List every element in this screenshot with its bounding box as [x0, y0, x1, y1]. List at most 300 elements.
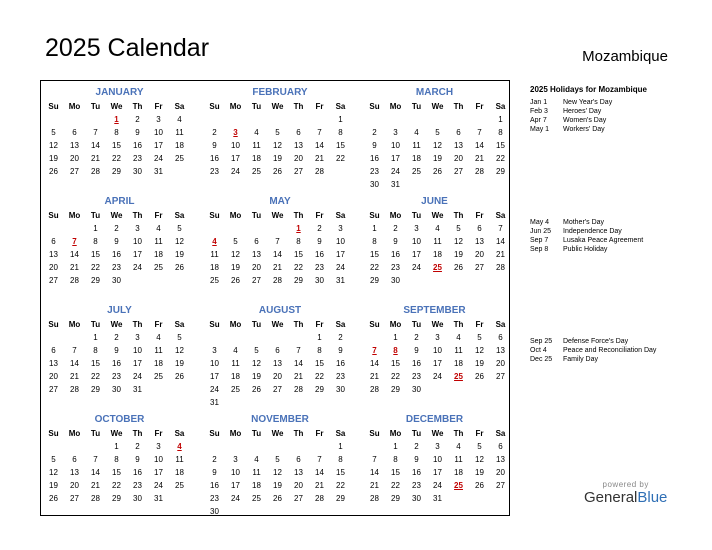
month-july: [41, 299, 202, 408]
day-cell: 25: [154, 372, 163, 381]
day-cell: 17: [433, 468, 442, 477]
day-cell: 17: [154, 468, 163, 477]
day-cell: 12: [433, 141, 442, 150]
day-cell: 12: [231, 250, 240, 259]
day-cell: 26: [49, 167, 58, 176]
weekday-header: We: [431, 211, 444, 220]
day-cell: 19: [475, 468, 484, 477]
day-cell: 10: [336, 237, 345, 246]
day-cell: 29: [112, 494, 121, 503]
empty-cell: [309, 113, 330, 126]
weekday-header: Mo: [389, 429, 402, 438]
day-cell: 15: [294, 250, 303, 259]
day-cell: 17: [391, 154, 400, 163]
day-cell: 26: [175, 372, 184, 381]
day-cell: 24: [433, 372, 442, 381]
weekday-header: Fr: [475, 320, 484, 329]
holiday-name: Women's Day: [563, 117, 607, 124]
day-cell: 10: [433, 346, 442, 355]
day-cell: 12: [475, 455, 484, 464]
day-cell: 14: [315, 468, 324, 477]
day-cell: 10: [412, 237, 421, 246]
day-cell: 7: [498, 224, 503, 233]
day-cell: 17: [433, 359, 442, 368]
day-cell: 24: [154, 481, 163, 490]
day-cell: 21: [294, 372, 303, 381]
weekday-header: Sa: [495, 429, 506, 438]
weekday-header: Th: [132, 211, 143, 220]
day-grid: [364, 427, 511, 505]
day-cell: 2: [414, 333, 419, 342]
day-cell: 28: [70, 276, 79, 285]
day-cell: 28: [91, 494, 100, 503]
day-cell: 22: [336, 154, 345, 163]
day-cell: 29: [294, 276, 303, 285]
day-cell: 23: [412, 372, 421, 381]
day-cell: 15: [91, 359, 100, 368]
day-cell: 4: [254, 128, 259, 137]
day-cell: 7: [296, 346, 301, 355]
day-cell: 25: [154, 263, 163, 272]
weekday-header: Su: [209, 429, 220, 438]
empty-cell: [288, 440, 309, 453]
day-cell: 14: [70, 359, 79, 368]
day-cell: 31: [336, 276, 345, 285]
weekday-header: Mo: [68, 211, 81, 220]
holiday-row: [530, 116, 700, 125]
holiday-day: 4: [177, 442, 182, 451]
day-cell: 13: [252, 250, 261, 259]
weekday-header: Su: [48, 429, 59, 438]
day-cell: 8: [317, 346, 322, 355]
day-cell: 22: [112, 154, 121, 163]
holiday-row: [530, 125, 700, 134]
day-cell: 21: [370, 372, 379, 381]
holiday-row: [530, 218, 700, 227]
day-cell: 11: [154, 346, 163, 355]
day-cell: 2: [338, 333, 343, 342]
day-cell: 24: [336, 263, 345, 272]
month-name: JUNE: [421, 196, 448, 207]
day-cell: 25: [412, 167, 421, 176]
month-name: JULY: [107, 305, 132, 316]
weekday-header: Su: [48, 102, 59, 111]
day-cell: 5: [477, 333, 482, 342]
weekday-header: We: [110, 320, 123, 329]
day-cell: 24: [231, 167, 240, 176]
day-cell: 3: [435, 333, 440, 342]
empty-cell: [64, 440, 85, 453]
month-name: DECEMBER: [405, 414, 464, 425]
day-cell: 3: [156, 442, 161, 451]
brand-general: General: [584, 489, 638, 506]
day-grid: [43, 318, 202, 396]
day-cell: 2: [135, 115, 140, 124]
day-cell: 14: [315, 141, 324, 150]
weekday-header: Th: [132, 102, 143, 111]
day-cell: 4: [156, 333, 161, 342]
empty-cell: [406, 113, 427, 126]
day-cell: 12: [49, 141, 58, 150]
day-cell: 14: [91, 141, 100, 150]
day-cell: 2: [372, 128, 377, 137]
day-cell: 1: [372, 224, 377, 233]
day-cell: 28: [370, 385, 379, 394]
day-grid: [43, 427, 202, 505]
holiday-name: Mother's Day: [563, 219, 605, 226]
day-cell: 10: [231, 141, 240, 150]
weekday-header: Su: [48, 320, 59, 329]
day-cell: 29: [336, 494, 345, 503]
day-cell: 3: [135, 224, 140, 233]
weekday-header: Mo: [389, 211, 402, 220]
holiday-row: [530, 346, 700, 355]
day-cell: 5: [51, 128, 56, 137]
weekday-header: We: [110, 429, 123, 438]
day-cell: 24: [210, 385, 219, 394]
day-cell: 27: [252, 276, 261, 285]
day-cell: 9: [114, 346, 119, 355]
day-cell: 16: [133, 468, 142, 477]
day-cell: 15: [112, 468, 121, 477]
day-cell: 15: [496, 141, 505, 150]
day-cell: 8: [114, 455, 119, 464]
day-cell: 16: [412, 359, 421, 368]
day-cell: 26: [252, 385, 261, 394]
day-cell: 16: [336, 359, 345, 368]
day-cell: 1: [317, 333, 322, 342]
day-cell: 4: [456, 442, 461, 451]
day-cell: 21: [370, 481, 379, 490]
day-cell: 13: [475, 237, 484, 246]
weekday-header: Su: [369, 102, 380, 111]
day-cell: 22: [315, 372, 324, 381]
day-cell: 6: [51, 237, 56, 246]
day-cell: 9: [393, 237, 398, 246]
day-cell: 16: [391, 250, 400, 259]
day-cell: 18: [231, 372, 240, 381]
month-name: MARCH: [415, 87, 454, 98]
weekday-header: Mo: [68, 320, 81, 329]
weekday-header: Fr: [475, 102, 484, 111]
day-cell: 13: [49, 359, 58, 368]
day-cell: 29: [496, 167, 505, 176]
day-cell: 4: [435, 224, 440, 233]
holiday-date: Sep 7: [530, 237, 549, 244]
day-cell: 27: [70, 494, 79, 503]
empty-cell: [64, 113, 85, 126]
day-cell: 26: [231, 276, 240, 285]
month-may: [202, 190, 362, 299]
day-cell: 18: [210, 263, 219, 272]
day-cell: 28: [370, 494, 379, 503]
day-cell: 22: [496, 154, 505, 163]
day-cell: 27: [294, 494, 303, 503]
weekday-header: Fr: [315, 211, 324, 220]
day-cell: 9: [338, 346, 343, 355]
day-cell: 21: [273, 263, 282, 272]
day-cell: 11: [454, 455, 463, 464]
day-cell: 20: [49, 372, 58, 381]
weekday-header: Su: [369, 429, 380, 438]
day-cell: 19: [49, 481, 58, 490]
weekday-header: We: [110, 211, 123, 220]
day-cell: 20: [475, 250, 484, 259]
weekday-header: Su: [209, 320, 220, 329]
day-cell: 2: [393, 224, 398, 233]
calendar-frame: [40, 80, 510, 516]
day-cell: 7: [275, 237, 280, 246]
day-cell: 9: [372, 141, 377, 150]
empty-cell: [225, 440, 246, 453]
day-cell: 27: [294, 167, 303, 176]
day-cell: 14: [91, 468, 100, 477]
day-cell: 8: [93, 346, 98, 355]
weekday-header: Sa: [335, 320, 346, 329]
day-cell: 15: [112, 141, 121, 150]
day-cell: 14: [70, 250, 79, 259]
day-cell: 9: [114, 237, 119, 246]
day-cell: 28: [70, 385, 79, 394]
day-cell: 16: [210, 481, 219, 490]
day-cell: 12: [49, 468, 58, 477]
day-cell: 2: [114, 333, 119, 342]
day-cell: 12: [454, 237, 463, 246]
empty-cell: [64, 331, 85, 344]
day-cell: 5: [177, 224, 182, 233]
empty-cell: [204, 331, 225, 344]
day-cell: 8: [296, 237, 301, 246]
day-cell: 27: [273, 385, 282, 394]
day-cell: 15: [336, 468, 345, 477]
weekday-header: Su: [209, 211, 220, 220]
day-cell: 6: [296, 128, 301, 137]
day-cell: 14: [496, 237, 505, 246]
weekday-header: Tu: [411, 211, 422, 220]
day-cell: 16: [112, 359, 121, 368]
holiday-row: [530, 98, 700, 107]
brand-logo: [584, 480, 667, 506]
holiday-name: Family Day: [563, 356, 599, 363]
day-cell: 20: [454, 154, 463, 163]
day-cell: 2: [135, 442, 140, 451]
day-cell: 13: [70, 468, 79, 477]
day-cell: 7: [477, 128, 482, 137]
day-cell: 6: [254, 237, 259, 246]
day-cell: 30: [370, 180, 379, 189]
day-cell: 25: [210, 276, 219, 285]
day-cell: 23: [133, 154, 142, 163]
weekday-header: Fr: [154, 211, 163, 220]
day-cell: 23: [336, 372, 345, 381]
month-name: OCTOBER: [94, 414, 145, 425]
month-september: [362, 299, 511, 408]
day-cell: 9: [212, 141, 217, 150]
page-title: 2025 Calendar: [45, 34, 210, 62]
day-cell: 19: [433, 154, 442, 163]
empty-cell: [85, 440, 106, 453]
month-march: [362, 81, 511, 190]
day-cell: 29: [391, 494, 400, 503]
weekday-header: Sa: [335, 429, 346, 438]
day-cell: 10: [133, 346, 142, 355]
day-cell: 30: [133, 167, 142, 176]
day-cell: 24: [154, 154, 163, 163]
day-cell: 21: [70, 372, 79, 381]
weekday-header: Su: [369, 211, 380, 220]
day-cell: 4: [456, 333, 461, 342]
empty-cell: [43, 113, 64, 126]
day-cell: 24: [412, 263, 421, 272]
day-cell: 3: [135, 333, 140, 342]
day-cell: 20: [273, 372, 282, 381]
day-cell: 3: [156, 115, 161, 124]
day-cell: 10: [391, 141, 400, 150]
day-cell: 21: [315, 154, 324, 163]
weekday-header: Tu: [90, 429, 101, 438]
day-cell: 6: [51, 346, 56, 355]
holiday-day: 7: [72, 237, 77, 246]
holiday-row: [530, 245, 700, 254]
holiday-day: 25: [433, 263, 442, 272]
day-cell: 20: [49, 263, 58, 272]
holiday-date: Jun 25: [530, 228, 552, 235]
day-cell: 30: [112, 276, 121, 285]
day-cell: 18: [454, 468, 463, 477]
day-cell: 30: [412, 385, 421, 394]
empty-cell: [64, 222, 85, 235]
weekday-header: Mo: [229, 320, 242, 329]
day-cell: 28: [475, 167, 484, 176]
day-cell: 27: [70, 167, 79, 176]
day-cell: 24: [133, 372, 142, 381]
day-cell: 16: [370, 154, 379, 163]
day-cell: 21: [475, 154, 484, 163]
weekday-header: Mo: [229, 102, 242, 111]
day-cell: 1: [498, 115, 503, 124]
weekday-header: Su: [48, 211, 59, 220]
day-cell: 18: [154, 359, 163, 368]
day-cell: 17: [231, 481, 240, 490]
day-cell: 6: [498, 333, 503, 342]
day-cell: 13: [496, 346, 505, 355]
day-cell: 16: [133, 141, 142, 150]
day-grid: [364, 318, 511, 396]
weekday-header: Tu: [251, 211, 262, 220]
day-cell: 22: [370, 263, 379, 272]
day-cell: 14: [475, 141, 484, 150]
day-cell: 10: [231, 468, 240, 477]
day-cell: 7: [72, 346, 77, 355]
empty-cell: [225, 222, 246, 235]
weekday-header: Tu: [251, 102, 262, 111]
day-cell: 26: [175, 263, 184, 272]
weekday-header: Th: [132, 320, 143, 329]
day-cell: 18: [252, 481, 261, 490]
empty-cell: [448, 113, 469, 126]
day-cell: 11: [231, 359, 240, 368]
day-cell: 11: [210, 250, 219, 259]
powered-by-text: powered by: [602, 480, 649, 489]
empty-cell: [246, 113, 267, 126]
day-cell: 24: [433, 481, 442, 490]
empty-cell: [225, 331, 246, 344]
day-cell: 30: [315, 276, 324, 285]
holiday-date: Feb 3: [530, 108, 548, 115]
month-december: [362, 408, 511, 517]
empty-cell: [225, 113, 246, 126]
month-name: AUGUST: [258, 305, 302, 316]
holiday-date: Dec 25: [530, 356, 553, 363]
day-cell: 11: [252, 468, 261, 477]
day-cell: 23: [391, 263, 400, 272]
day-cell: 4: [254, 455, 259, 464]
weekday-header: Sa: [174, 320, 185, 329]
day-cell: 19: [49, 154, 58, 163]
day-cell: 13: [496, 455, 505, 464]
weekday-header: Fr: [154, 102, 163, 111]
month-name: SEPTEMBER: [403, 305, 466, 316]
day-cell: 22: [336, 481, 345, 490]
day-cell: 15: [370, 250, 379, 259]
day-cell: 9: [135, 455, 140, 464]
weekday-header: Fr: [315, 320, 324, 329]
empty-cell: [246, 331, 267, 344]
day-cell: 29: [370, 276, 379, 285]
day-cell: 1: [338, 442, 343, 451]
day-cell: 2: [212, 455, 217, 464]
day-cell: 15: [391, 359, 400, 368]
day-cell: 13: [294, 468, 303, 477]
day-cell: 18: [154, 250, 163, 259]
day-cell: 19: [231, 263, 240, 272]
day-cell: 2: [114, 224, 119, 233]
day-cell: 5: [51, 455, 56, 464]
day-cell: 19: [175, 359, 184, 368]
month-february: [202, 81, 362, 190]
holiday-day: 25: [454, 372, 463, 381]
holiday-name: Workers' Day: [563, 126, 605, 133]
day-cell: 28: [91, 167, 100, 176]
weekday-header: Th: [293, 211, 304, 220]
empty-cell: [385, 113, 406, 126]
day-cell: 3: [212, 346, 217, 355]
day-cell: 12: [252, 359, 261, 368]
day-cell: 11: [252, 141, 261, 150]
day-cell: 9: [317, 237, 322, 246]
day-cell: 29: [91, 276, 100, 285]
weekday-header: We: [271, 429, 284, 438]
day-cell: 17: [412, 250, 421, 259]
day-cell: 11: [154, 237, 163, 246]
day-cell: 6: [296, 455, 301, 464]
day-cell: 7: [317, 455, 322, 464]
weekday-header: Sa: [495, 320, 506, 329]
holiday-date: Oct 4: [530, 347, 547, 354]
month-name: FEBRUARY: [252, 87, 308, 98]
holiday-day: 8: [393, 346, 398, 355]
day-cell: 6: [275, 346, 280, 355]
day-cell: 15: [391, 468, 400, 477]
empty-cell: [267, 222, 288, 235]
day-grid: [43, 209, 202, 287]
day-cell: 1: [338, 115, 343, 124]
day-cell: 18: [454, 359, 463, 368]
day-cell: 21: [70, 263, 79, 272]
day-grid: [364, 209, 511, 287]
day-cell: 25: [175, 481, 184, 490]
day-cell: 5: [456, 224, 461, 233]
